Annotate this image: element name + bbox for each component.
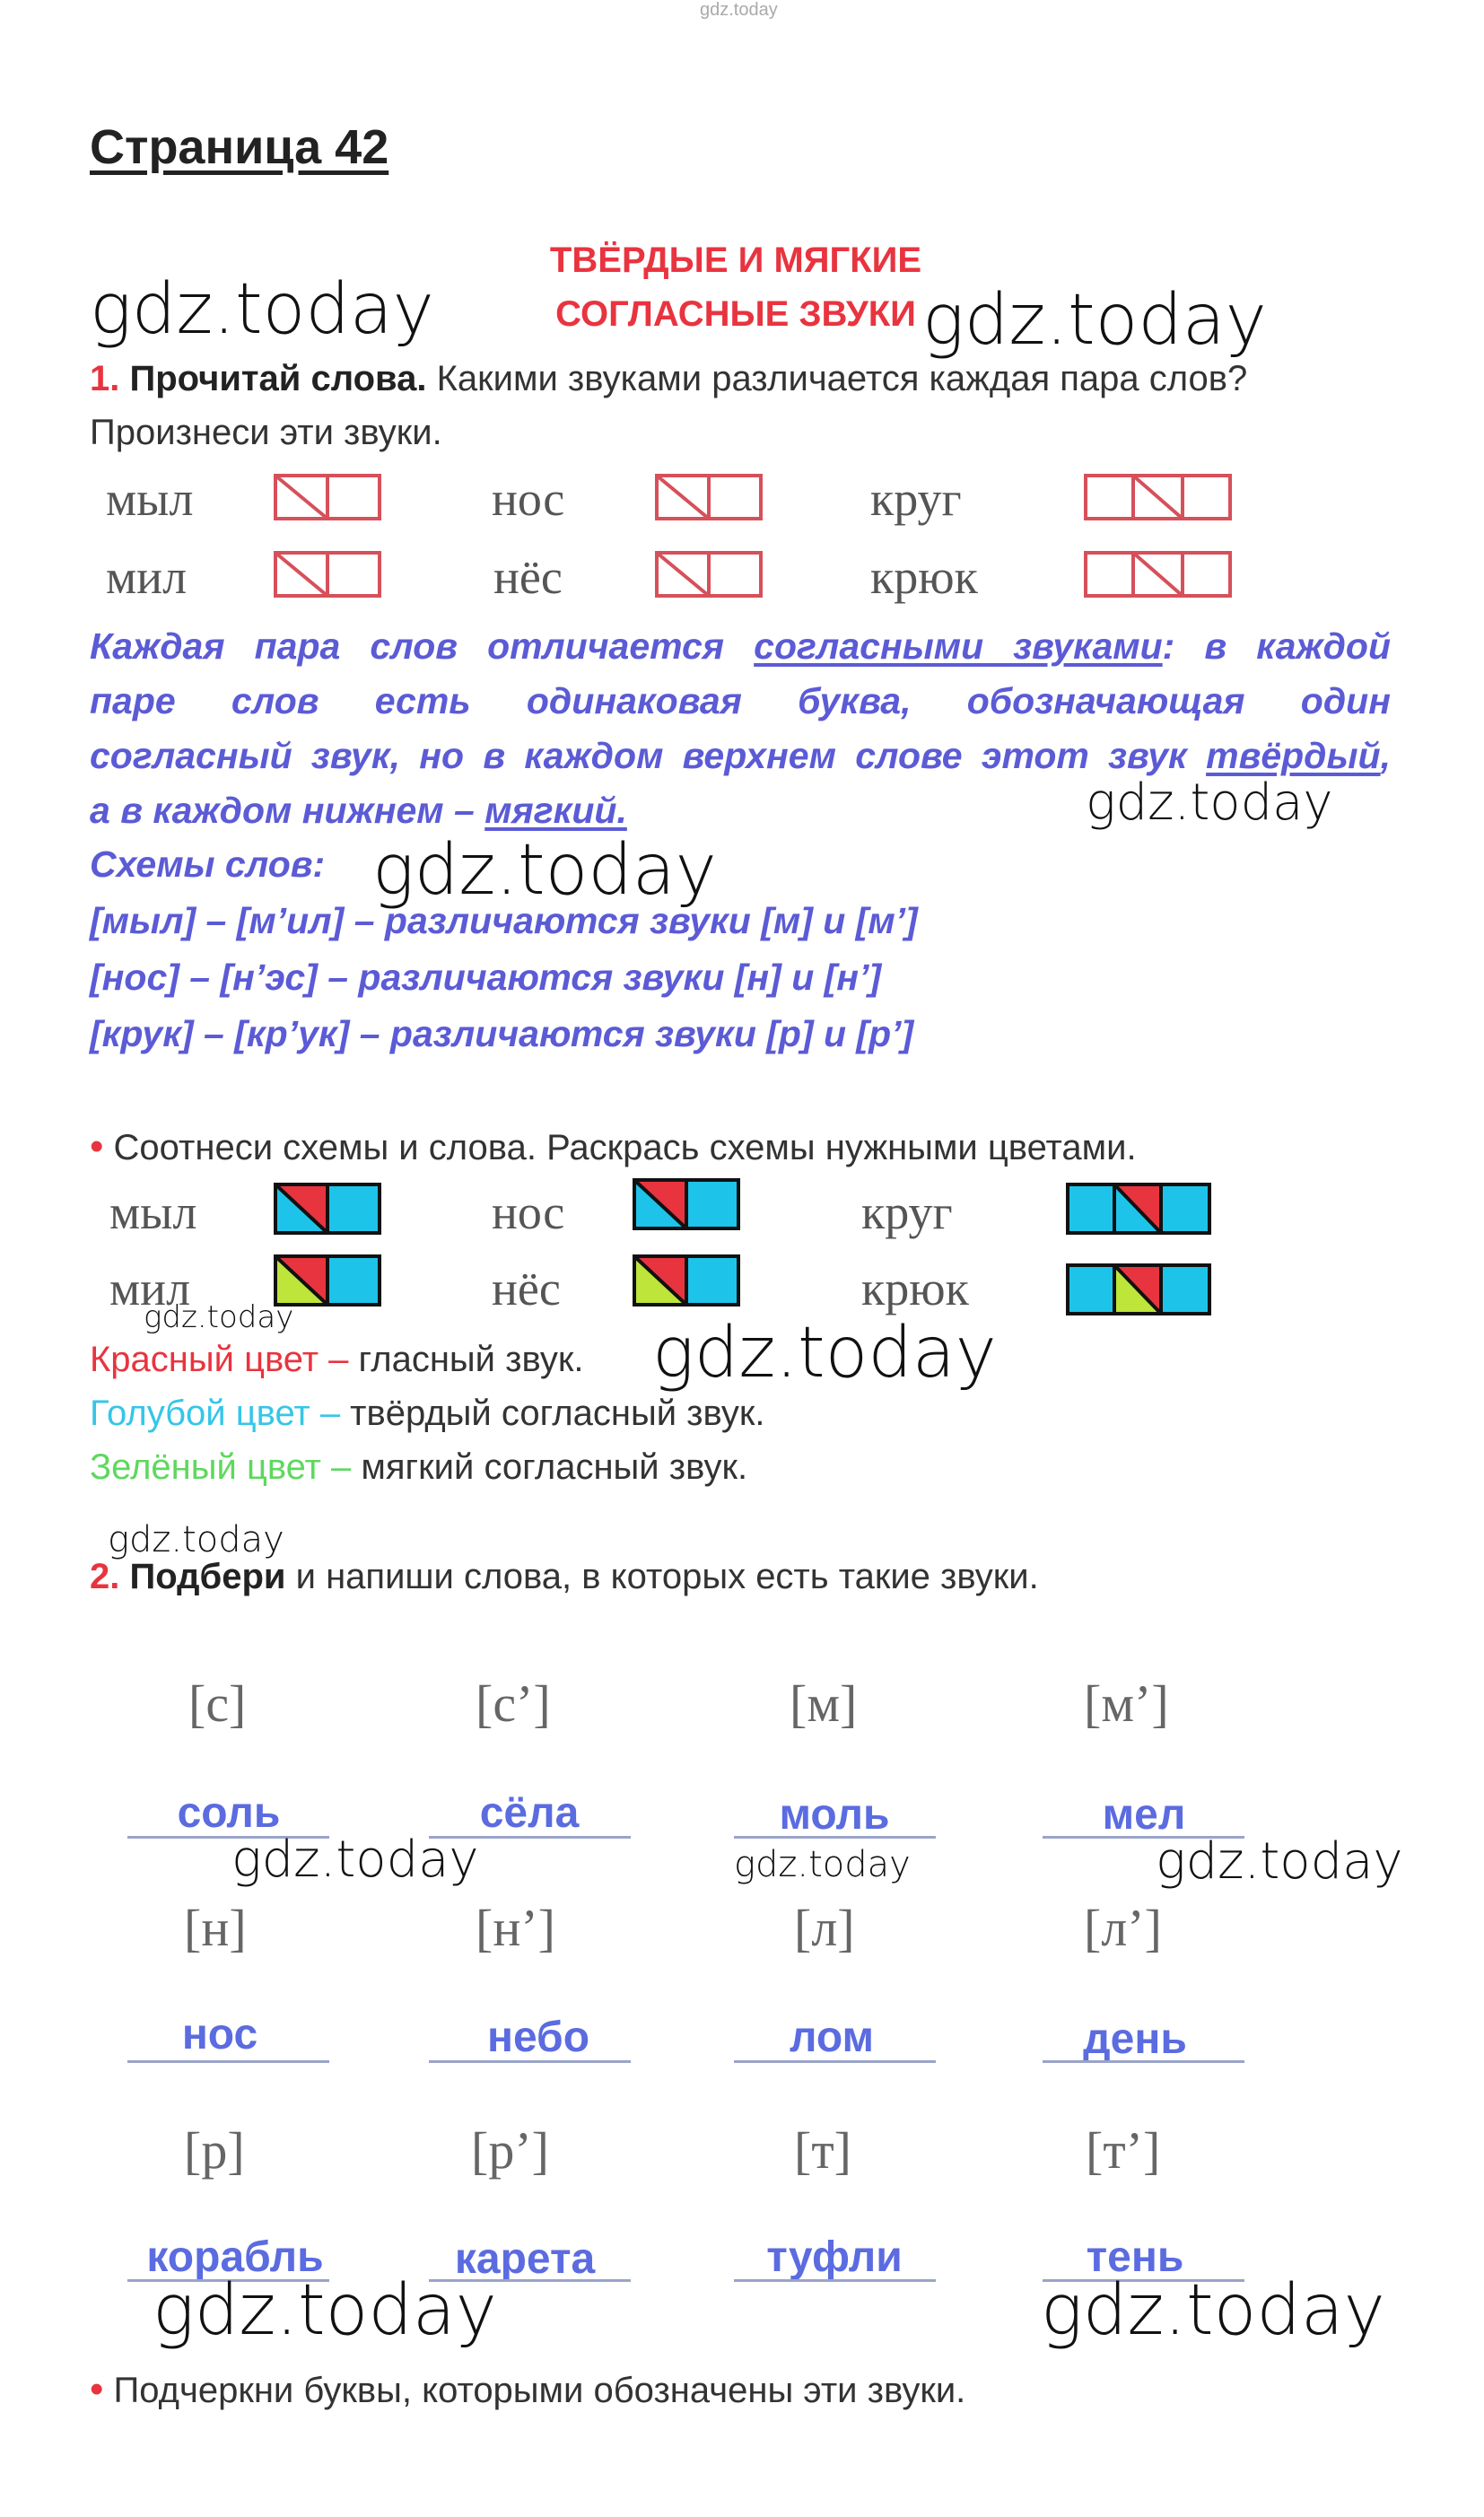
task1-line2: Произнеси эти звуки.: [90, 413, 442, 452]
answer-word: сёла: [479, 1789, 580, 1837]
sound-label: [н’]: [476, 1899, 555, 1957]
answer-word: небо: [486, 2014, 590, 2061]
word: нос: [492, 1185, 565, 1239]
sound-label: [л]: [794, 1899, 855, 1957]
watermark: gdz.today: [90, 269, 434, 350]
answer-word: день: [1083, 2015, 1187, 2063]
answer-line: паре слов есть одинаковая буква, обозначающая один: [90, 680, 1391, 721]
legend-key: Зелёный цвет –: [90, 1447, 352, 1487]
answer-word: нос: [181, 2011, 258, 2058]
sound-scheme-colored: [274, 1183, 381, 1235]
sound-scheme-empty: [655, 474, 763, 520]
word: мыл: [109, 1185, 197, 1239]
answer-word: карета: [454, 2235, 596, 2283]
sound-label: [с]: [188, 1674, 247, 1733]
bullet-dot: •: [90, 1124, 104, 1168]
legend-blue: [90, 1394, 764, 1434]
answer-line: [734, 2060, 936, 2063]
watermark: gdz.today: [652, 1313, 997, 1394]
legend-key: Красный цвет –: [90, 1340, 349, 1379]
answer-word: корабль: [146, 2233, 324, 2281]
sound-scheme-empty: [1084, 474, 1232, 520]
answer-text: Каждая пара слов отличается: [90, 625, 755, 667]
watermark: gdz.today: [1041, 2270, 1385, 2351]
sound-label: [н]: [184, 1899, 247, 1957]
answer-line: [429, 2060, 631, 2063]
bullet-instruction: [90, 2367, 965, 2412]
watermark: gdz.today: [231, 1831, 479, 1889]
legend-text: мягкий согласный звук.: [351, 1447, 748, 1487]
watermark: gdz.today: [1086, 773, 1333, 832]
bullet-dot: •: [90, 2367, 104, 2411]
bullet-instruction: [90, 1124, 1137, 1169]
sound-scheme-empty: [655, 551, 763, 598]
sound-label: [р’]: [471, 2121, 549, 2180]
answer-word: туфли: [766, 2233, 903, 2281]
legend-red: [90, 1340, 583, 1380]
answer-word: моль: [779, 1791, 890, 1839]
sound-label: [м]: [790, 1674, 858, 1733]
task2-bold: Подбери: [129, 1557, 286, 1596]
answer-word: лом: [789, 2014, 875, 2061]
legend-text: гласный звук.: [348, 1340, 584, 1379]
word: нёс: [492, 1262, 561, 1315]
task2-line: [90, 1557, 1039, 1597]
answer-underlined: мягкий.: [484, 790, 627, 831]
task1-line1: [90, 359, 1247, 399]
sound-label: [р]: [184, 2121, 245, 2180]
word: крюк: [861, 1262, 969, 1315]
answer-text: согласный звук, но в каждом верхнем слове этот звук: [90, 735, 1207, 776]
scheme-line: [мыл] – [м’ил] – различаются звуки [м] и [м’]: [90, 900, 918, 941]
watermark: gdz.today: [922, 280, 1267, 361]
word: нос: [492, 472, 565, 526]
word: крюк: [870, 550, 978, 604]
task1-bold: Прочитай слова.: [129, 359, 427, 398]
task1-text: Какими звуками различается каждая пара слов?: [436, 359, 1248, 398]
sound-label: [м’]: [1084, 1674, 1169, 1733]
sound-scheme-colored: [1066, 1263, 1211, 1315]
bullet-text: Подчеркни буквы, которыми обозначены эти звуки.: [113, 2371, 966, 2410]
answer-word: соль: [177, 1789, 281, 1837]
word: круг: [870, 472, 962, 526]
sound-scheme-colored: [633, 1254, 740, 1307]
watermark: gdz.today: [144, 1299, 294, 1335]
scheme-line: [крук] – [кр’ук] – различаются звуки [р] и [р’]: [90, 1013, 914, 1054]
legend-key: Голубой цвет –: [90, 1394, 341, 1433]
legend-text: твёрдый согласный звук.: [340, 1394, 765, 1433]
section-heading-line2: СОГЛАСНЫЕ ЗВУКИ: [555, 294, 916, 334]
sound-scheme-colored: [633, 1178, 740, 1230]
word: нёс: [493, 550, 563, 604]
answer-text: : в каждой: [1162, 625, 1392, 667]
schemes-label: Схемы слов:: [90, 843, 326, 885]
word: мыл: [106, 472, 194, 526]
watermark: gdz.today: [734, 1844, 911, 1885]
answer-line: [734, 1836, 936, 1839]
word: круг: [861, 1185, 953, 1239]
watermark: gdz.today: [372, 830, 717, 911]
answer-word: мел: [1102, 1791, 1186, 1839]
answer-word: тень: [1086, 2233, 1184, 2281]
sound-scheme-empty: [1084, 551, 1232, 598]
task1-number: 1.: [90, 359, 120, 398]
page-title: Страница 42: [90, 120, 389, 174]
watermark: gdz.today: [108, 1519, 284, 1560]
top-watermark: gdz.today: [700, 0, 778, 20]
answer-underlined: твёрдый: [1206, 735, 1381, 776]
answer-line: [734, 2279, 936, 2282]
watermark: gdz.today: [153, 2270, 497, 2351]
sound-label: [с’]: [476, 1674, 551, 1733]
answer-text: а в каждом нижнем –: [90, 790, 485, 831]
answer-line: [90, 619, 1391, 674]
sound-scheme-empty: [274, 474, 381, 520]
watermark: gdz.today: [1156, 1832, 1403, 1891]
sound-scheme-colored: [1066, 1183, 1211, 1235]
legend-green: [90, 1447, 747, 1488]
word: мил: [109, 1262, 191, 1315]
task2-text: и напиши слова, в которых есть такие звуки.: [285, 1557, 1039, 1596]
sound-label: [л’]: [1084, 1899, 1162, 1957]
bullet-text: Соотнеси схемы и слова. Раскрась схемы нужными цветами.: [113, 1128, 1137, 1167]
answer-line: [1043, 2060, 1244, 2063]
sound-label: [т]: [794, 2121, 851, 2180]
answer-underlined: согласными звуками: [754, 625, 1163, 667]
word: мил: [106, 550, 188, 604]
task2-number: 2.: [90, 1557, 120, 1596]
section-heading-line1: ТВЁРДЫЕ И МЯГКИЕ: [549, 240, 922, 280]
answer-line: [127, 2060, 329, 2063]
sound-scheme-empty: [274, 551, 381, 598]
answer-text: ,: [1380, 735, 1391, 776]
sound-label: [т’]: [1086, 2121, 1161, 2180]
scheme-line: [нос] – [н’эс] – различаются звуки [н] и [н’]: [90, 957, 882, 998]
